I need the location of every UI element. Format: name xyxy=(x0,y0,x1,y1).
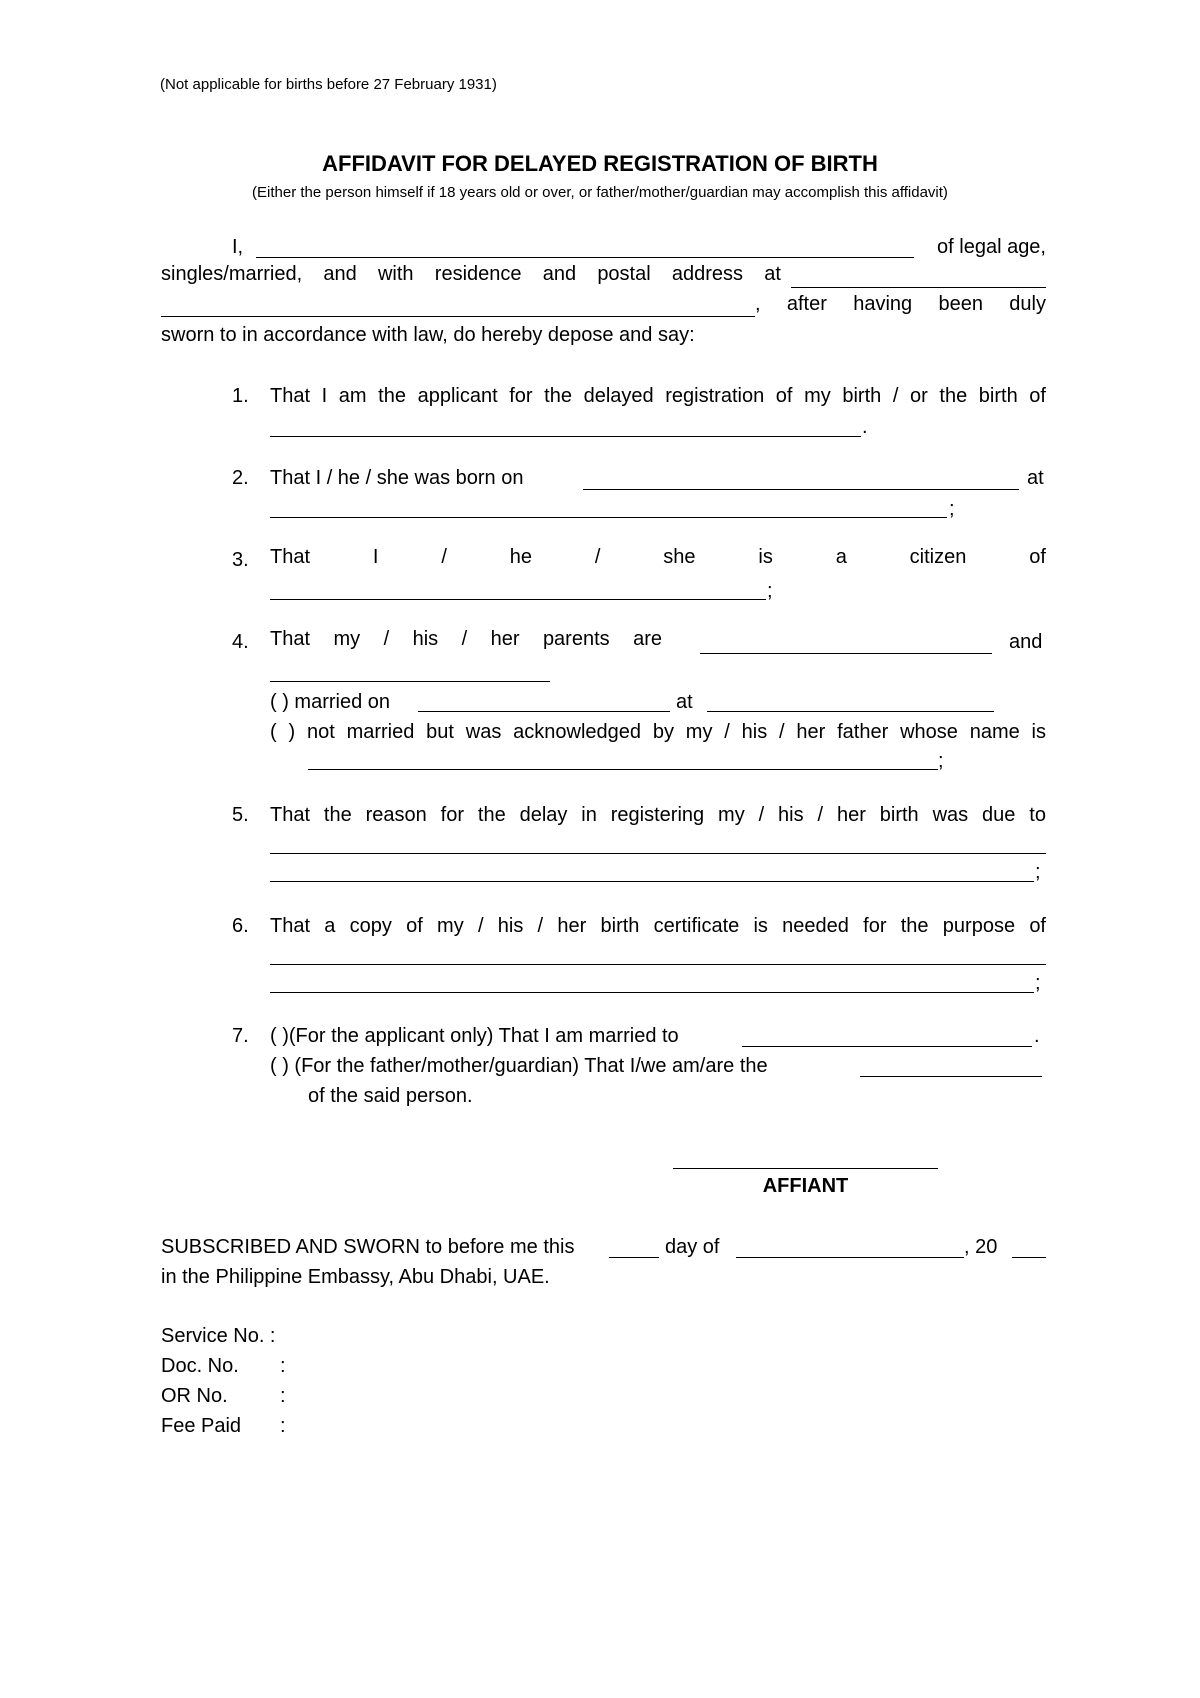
item-5-semicolon: ; xyxy=(1035,861,1041,883)
word: his xyxy=(412,628,439,650)
item-5-text: That the reason for the delay in registering my / his / her birth was due to xyxy=(270,804,1046,826)
intro-of-legal-age: of legal age, xyxy=(937,236,1046,258)
word: parents xyxy=(542,628,610,650)
married-option[interactable]: ( ) married on xyxy=(270,691,391,713)
delay-reason-blank-2[interactable] xyxy=(270,881,1034,882)
year-blank[interactable] xyxy=(1012,1257,1046,1258)
word: and xyxy=(542,263,577,285)
marriage-place-blank[interactable] xyxy=(707,711,994,712)
word: is xyxy=(758,546,773,568)
jurat-text: SUBSCRIBED AND SWORN to before me this xyxy=(161,1236,575,1258)
intro-i: I, xyxy=(232,236,244,258)
word: singles/married, xyxy=(161,263,303,285)
word: a xyxy=(835,546,847,568)
word: , xyxy=(755,293,761,315)
item-6-semicolon: ; xyxy=(1035,972,1041,994)
address-blank-2[interactable] xyxy=(161,316,755,317)
item-3-semicolon: ; xyxy=(767,580,773,602)
word: That xyxy=(270,546,311,568)
item-4-and: and xyxy=(1009,631,1043,653)
word: / xyxy=(594,546,601,568)
guardian-option[interactable]: ( ) (For the father/mother/guardian) That I/we am/are the xyxy=(270,1055,768,1077)
parent-1-blank[interactable] xyxy=(700,653,992,654)
word: after xyxy=(786,293,827,315)
word: postal xyxy=(597,263,651,285)
item-7-said-person: of the said person. xyxy=(308,1085,473,1107)
jurat-year: , 20 xyxy=(964,1236,998,1258)
item-number: 3. xyxy=(232,549,249,571)
word: having xyxy=(853,293,913,315)
item-number: 6. xyxy=(232,915,249,937)
affiant-signature-line[interactable] xyxy=(673,1168,938,1169)
month-blank[interactable] xyxy=(736,1257,964,1258)
intro-line-2 xyxy=(161,263,781,286)
or-no-colon: : xyxy=(280,1385,286,1407)
word: I xyxy=(372,546,379,568)
word: address xyxy=(671,263,744,285)
item-number: 1. xyxy=(232,385,249,407)
married-at: at xyxy=(676,691,693,713)
birth-place-blank[interactable] xyxy=(270,517,947,518)
day-blank[interactable] xyxy=(609,1257,659,1258)
jurat-day-of: day of xyxy=(665,1236,720,1258)
word: my xyxy=(333,628,361,650)
word: her xyxy=(490,628,520,650)
spouse-name-blank[interactable] xyxy=(742,1046,1032,1047)
item-3-text xyxy=(270,546,1046,569)
marriage-date-blank[interactable] xyxy=(418,711,670,712)
name-blank[interactable] xyxy=(256,257,914,258)
word: residence xyxy=(434,263,522,285)
purpose-blank-1[interactable] xyxy=(270,964,1046,965)
word: That xyxy=(270,628,311,650)
item-4-semicolon: ; xyxy=(938,750,944,772)
item-7-period: . xyxy=(1034,1025,1040,1047)
address-blank-1[interactable] xyxy=(791,287,1046,288)
item-2-at: at xyxy=(1027,467,1044,489)
word: of xyxy=(1029,546,1046,568)
birth-of-blank[interactable] xyxy=(270,436,861,437)
document-subtitle: (Either the person himself if 18 years old or over, or father/mother/guardian may accomplish this affidavit) xyxy=(252,184,948,201)
doc-no-label: Doc. No. xyxy=(161,1355,239,1377)
word: and xyxy=(323,263,357,285)
word: with xyxy=(377,263,414,285)
item-number: 7. xyxy=(232,1025,249,1047)
relationship-blank[interactable] xyxy=(860,1076,1042,1077)
item-number: 2. xyxy=(232,467,249,489)
item-number: 5. xyxy=(232,804,249,826)
word: / xyxy=(461,628,468,650)
item-4-text xyxy=(270,628,662,651)
not-married-option[interactable]: ( ) not married but was acknowledged by my / his / her father whose name is xyxy=(270,721,1046,743)
word: / xyxy=(441,546,447,568)
father-name-blank[interactable] xyxy=(308,769,938,770)
jurat-location: in the Philippine Embassy, Abu Dhabi, UAE. xyxy=(161,1266,550,1288)
item-6-text: That a copy of my / his / her birth certificate is needed for the purpose of xyxy=(270,915,1046,937)
item-1-text: That I am the applicant for the delayed registration of my birth / or the birth of xyxy=(270,385,1046,407)
service-no-label: Service No. : xyxy=(161,1325,276,1347)
birth-date-blank[interactable] xyxy=(583,489,1019,490)
purpose-blank-2[interactable] xyxy=(270,992,1034,993)
delay-reason-blank-1[interactable] xyxy=(270,853,1046,854)
doc-no-colon: : xyxy=(280,1355,286,1377)
item-1-period: . xyxy=(862,416,868,438)
word: been xyxy=(938,293,983,315)
item-2-text: That I / he / she was born on xyxy=(270,467,524,489)
affiant-label: AFFIANT xyxy=(762,1175,849,1197)
item-2-semicolon: ; xyxy=(949,498,955,520)
citizenship-blank[interactable] xyxy=(270,599,766,600)
parent-2-blank[interactable] xyxy=(270,681,550,682)
intro-line-3 xyxy=(755,293,1046,316)
document-title: AFFIDAVIT FOR DELAYED REGISTRATION OF BIRTH xyxy=(322,151,878,176)
word: citizen xyxy=(909,546,967,568)
word: duly xyxy=(1009,293,1046,315)
intro-line-4: sworn to in accordance with law, do hereby depose and say: xyxy=(161,324,695,346)
applicability-note: (Not applicable for births before 27 February 1931) xyxy=(160,76,497,93)
item-number: 4. xyxy=(232,631,249,653)
word: at xyxy=(764,263,781,285)
word: / xyxy=(383,628,390,650)
or-no-label: OR No. xyxy=(161,1385,228,1407)
word: he xyxy=(509,546,532,568)
fee-paid-label: Fee Paid xyxy=(161,1415,242,1437)
word: are xyxy=(633,628,662,650)
applicant-option[interactable]: ( )(For the applicant only) That I am married to xyxy=(270,1025,679,1047)
word: she xyxy=(663,546,696,568)
fee-paid-colon: : xyxy=(280,1415,286,1437)
